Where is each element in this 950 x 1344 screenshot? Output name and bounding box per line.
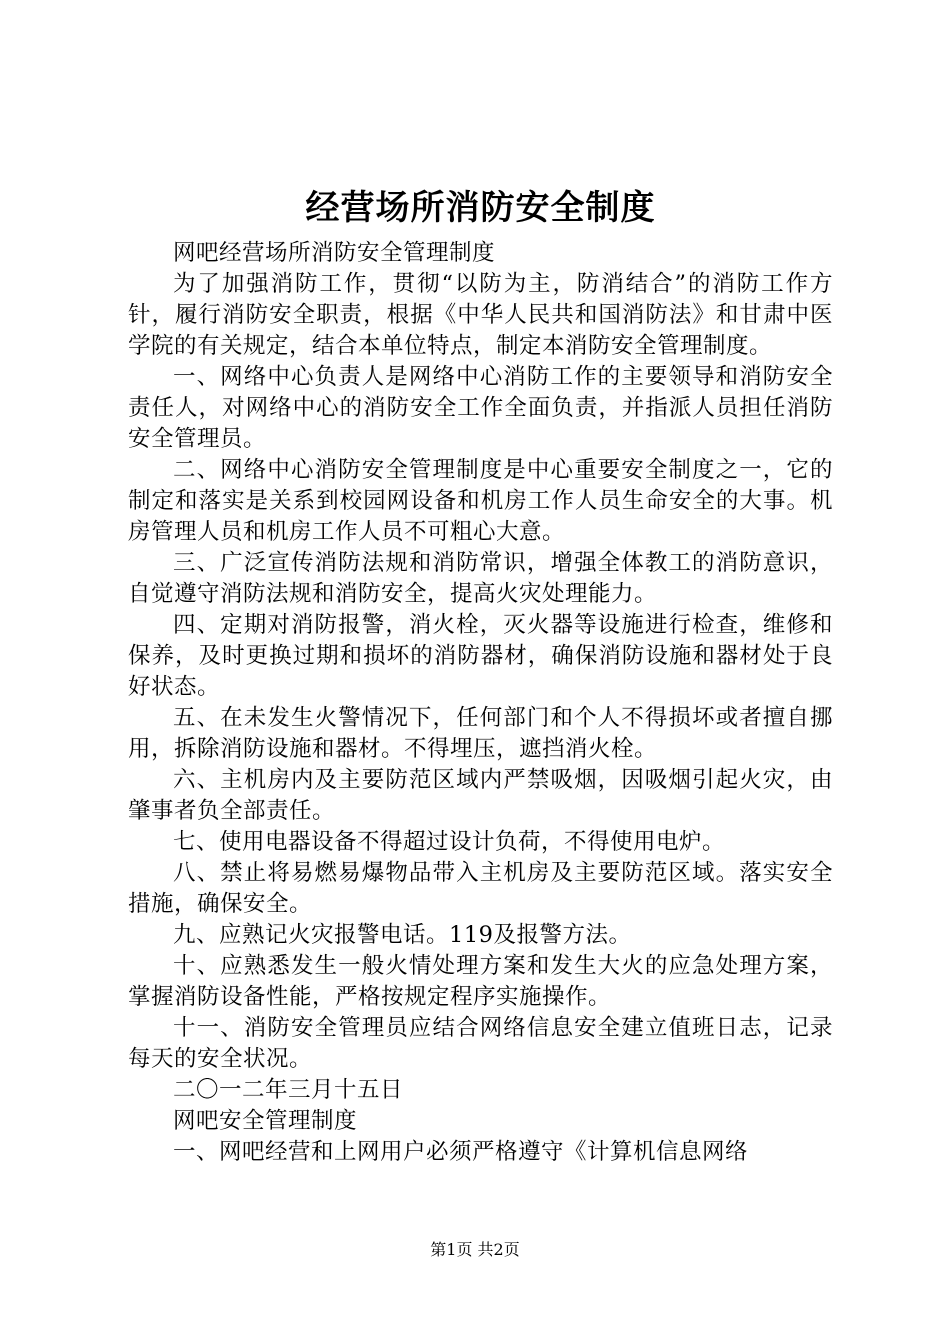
paragraph: 为了加强消防工作，贯彻“以防为主，防消结合”的消防工作方针，履行消防安全职责，根据《中华人民共和国消防法》和甘肃中医学院的有关规定，结合本单位特点，制定本消防安全管理制度。 [128, 271, 833, 359]
date-line: 二〇一二年三月十五日 [173, 1077, 404, 1103]
paragraph: 九、应熟记火灾报警电话。119及报警方法。 [173, 922, 632, 948]
paragraph: 十一、消防安全管理员应结合网络信息安全建立值班日志，记录每天的安全状况。 [128, 1015, 833, 1072]
paragraph: 十、应熟悉发生一般火情处理方案和发生大火的应急处理方案，掌握消防设备性能，严格按规定程序实施操作。 [128, 953, 833, 1010]
paragraph: 八、禁止将易燃易爆物品带入主机房及主要防范区域。落实安全措施，确保安全。 [128, 860, 833, 917]
paragraph: 四、定期对消防报警，消火栓，灭火器等设施进行检查，维修和保养，及时更换过期和损坏的消防器材，确保消防设施和器材处于良好状态。 [128, 612, 833, 700]
paragraph: 六、主机房内及主要防范区域内严禁吸烟，因吸烟引起火灾，由肇事者负全部责任。 [128, 767, 833, 824]
paragraph: 五、在未发生火警情况下，任何部门和个人不得损坏或者擅自挪用，拆除消防设施和器材。不得埋压，遮挡消火栓。 [128, 705, 833, 762]
paragraph: 一、网吧经营和上网用户必须严格遵守《计算机信息网络 [173, 1139, 749, 1165]
paragraph: 二、网络中心消防安全管理制度是中心重要安全制度之一，它的制定和落实是关系到校园网设备和机房工作人员生命安全的大事。机房管理人员和机房工作人员不可粗心大意。 [128, 457, 833, 545]
document-body [128, 180, 833, 1168]
document-title: 经营场所消防安全制度 [305, 188, 656, 228]
paragraph: 一、网络中心负责人是网络中心消防工作的主要领导和消防安全责任人，对网络中心的消防安全工作全面负责，并指派人员担任消防安全管理员。 [128, 364, 833, 452]
paragraph: 七、使用电器设备不得超过设计负荷，不得使用电炉。 [173, 829, 726, 855]
section-heading: 网吧安全管理制度 [173, 1108, 358, 1134]
page-footer: 第1页 共2页 [430, 1240, 520, 1259]
paragraph: 三、广泛宣传消防法规和消防常识，增强全体教工的消防意识，自觉遵守消防法规和消防安全，提高火灾处理能力。 [128, 550, 833, 607]
paragraph: 网吧经营场所消防安全管理制度 [173, 240, 496, 266]
